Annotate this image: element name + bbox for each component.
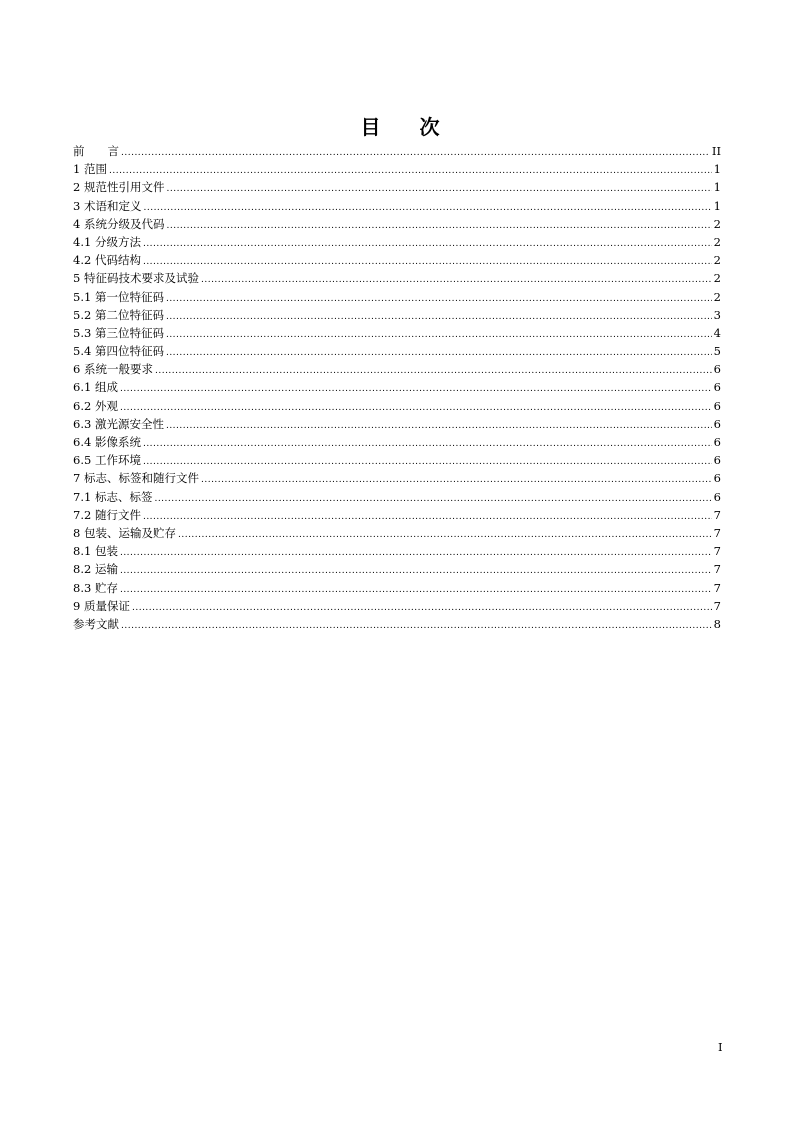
toc-entry[interactable] [73, 360, 721, 378]
toc-entry-page: 7 [713, 544, 721, 559]
toc-dot-leader [166, 326, 712, 344]
toc-dot-leader [120, 544, 712, 562]
toc-entry-page: 2 [713, 271, 721, 286]
toc-dot-leader [178, 526, 712, 544]
toc-entry[interactable] [73, 397, 721, 415]
toc-entry-page: 6 [713, 362, 721, 377]
page-title: 目 次 [360, 115, 456, 139]
toc-entry-page: 7 [713, 598, 721, 613]
toc-entry[interactable] [73, 306, 721, 324]
toc-dot-leader [143, 435, 712, 453]
toc-entry[interactable] [73, 451, 721, 469]
toc-entry-label: 8.1 包装 [73, 544, 118, 559]
toc-dot-leader [120, 399, 712, 417]
toc-entry-page: 5 [713, 344, 721, 359]
toc-entry[interactable] [73, 142, 721, 160]
toc-entry-page: 6 [713, 416, 721, 431]
toc-entry[interactable] [73, 178, 721, 196]
toc-entry-page: 2 [713, 289, 721, 304]
toc-entry[interactable] [73, 415, 721, 433]
toc-entry-page: 7 [713, 580, 721, 595]
toc-entry-page: 8 [713, 616, 721, 631]
toc-dot-leader [143, 508, 712, 526]
toc-dot-leader [120, 581, 712, 599]
toc-dot-leader [143, 235, 712, 253]
toc-entry-page: 6 [713, 453, 721, 468]
toc-dot-leader [166, 344, 712, 362]
toc-entry-label: 3 术语和定义 [73, 198, 142, 213]
toc-entry[interactable] [73, 597, 721, 615]
toc-entry-label: 6.5 工作环境 [73, 453, 141, 468]
toc-entry[interactable] [73, 469, 721, 487]
toc-entry-label: 6.1 组成 [73, 380, 118, 395]
toc-dot-leader [109, 162, 712, 180]
toc-dot-leader [166, 308, 712, 326]
toc-entry-page: 4 [713, 325, 721, 340]
toc-entry-label: 4.2 代码结构 [73, 253, 141, 268]
toc-entry-label: 5.4 第四位特征码 [73, 344, 164, 359]
toc-entry-page: 2 [713, 216, 721, 231]
toc-entry-page: 1 [713, 180, 721, 195]
toc-entry[interactable] [73, 506, 721, 524]
toc-dot-leader [166, 417, 712, 435]
toc-entry-page: 7 [713, 525, 721, 540]
toc-entry-label: 7.2 随行文件 [73, 507, 141, 522]
toc-entry-label: 5.2 第二位特征码 [73, 307, 164, 322]
toc-entry[interactable] [73, 342, 721, 360]
toc-entry-label: 6.4 影像系统 [73, 435, 141, 449]
toc-dot-leader [143, 453, 712, 471]
toc-dot-leader [155, 362, 712, 380]
page-number: I [718, 1040, 723, 1054]
toc-entry-label: 7 标志、标签和随行文件 [73, 471, 199, 486]
toc-entry[interactable] [73, 378, 721, 396]
toc-entry-label: 2 规范性引用文件 [73, 180, 165, 195]
toc-entry[interactable] [73, 524, 721, 542]
toc-dot-leader [132, 599, 712, 617]
toc-dot-leader [201, 471, 712, 489]
toc-entry-page: 6 [713, 398, 721, 413]
toc-entry-label: 9 质量保证 [73, 598, 130, 613]
toc-entry-label: 7.1 标志、标签 [73, 489, 153, 504]
toc-entry[interactable] [73, 215, 721, 233]
toc-dot-leader [166, 180, 711, 198]
toc-entry-page: 6 [713, 489, 721, 504]
toc-entry-label: 1 范围 [73, 162, 107, 177]
toc-entry-page: 2 [713, 253, 721, 268]
toc-entry-page: 6 [713, 435, 721, 449]
toc-dot-leader [154, 490, 711, 508]
toc-entry[interactable] [73, 160, 721, 178]
toc-dot-leader [120, 380, 712, 398]
toc-dot-leader [166, 290, 712, 308]
toc-entry-label: 4.1 分级方法 [73, 234, 141, 249]
toc-dot-leader [120, 562, 712, 580]
toc-entry[interactable] [73, 488, 721, 506]
toc-entry-page: 2 [713, 234, 721, 249]
toc-entry-page: 1 [713, 198, 721, 213]
toc-entry-label: 4 系统分级及代码 [73, 216, 165, 231]
toc-entry[interactable] [73, 560, 721, 578]
toc-entry-label: 参考文献 [73, 616, 119, 631]
toc-dot-leader [166, 217, 711, 235]
toc-entry-page: 6 [713, 471, 721, 486]
toc-entry[interactable] [73, 233, 721, 251]
toc-entry[interactable] [73, 579, 721, 597]
toc-dot-leader [143, 199, 711, 217]
toc-entry-label: 8.2 运输 [73, 562, 118, 577]
toc-entry[interactable] [73, 251, 721, 269]
toc-entry-page: 7 [713, 507, 721, 522]
toc-entry-page: II [711, 144, 721, 158]
toc-entry[interactable] [73, 542, 721, 560]
toc-entry-label: 6.2 外观 [73, 398, 118, 413]
toc-entry-label: 前 言 [73, 144, 119, 158]
toc-entry-label: 5 特征码技术要求及试验 [73, 271, 199, 286]
toc-entry-label: 8 包装、运输及贮存 [73, 525, 176, 540]
toc-entry[interactable] [73, 433, 721, 451]
toc-entry-label: 6.3 激光源安全性 [73, 416, 164, 431]
toc-entry-label: 6 系统一般要求 [73, 362, 153, 377]
table-of-contents [73, 142, 721, 633]
toc-entry-label: 8.3 贮存 [73, 580, 118, 595]
toc-entry[interactable] [73, 288, 721, 306]
toc-entry[interactable] [73, 324, 721, 342]
toc-entry[interactable] [73, 197, 721, 215]
toc-entry-page: 6 [713, 380, 721, 395]
toc-entry-label: 5.1 第一位特征码 [73, 289, 164, 304]
toc-entry[interactable] [73, 615, 721, 633]
toc-entry-page: 3 [713, 307, 721, 322]
toc-dot-leader [143, 253, 712, 271]
toc-dot-leader [121, 617, 712, 635]
toc-entry[interactable] [73, 269, 721, 287]
toc-dot-leader [201, 271, 712, 289]
toc-dot-leader [121, 144, 710, 162]
toc-entry-page: 7 [713, 562, 721, 577]
toc-entry-label: 5.3 第三位特征码 [73, 325, 164, 340]
toc-entry-page: 1 [713, 162, 721, 177]
